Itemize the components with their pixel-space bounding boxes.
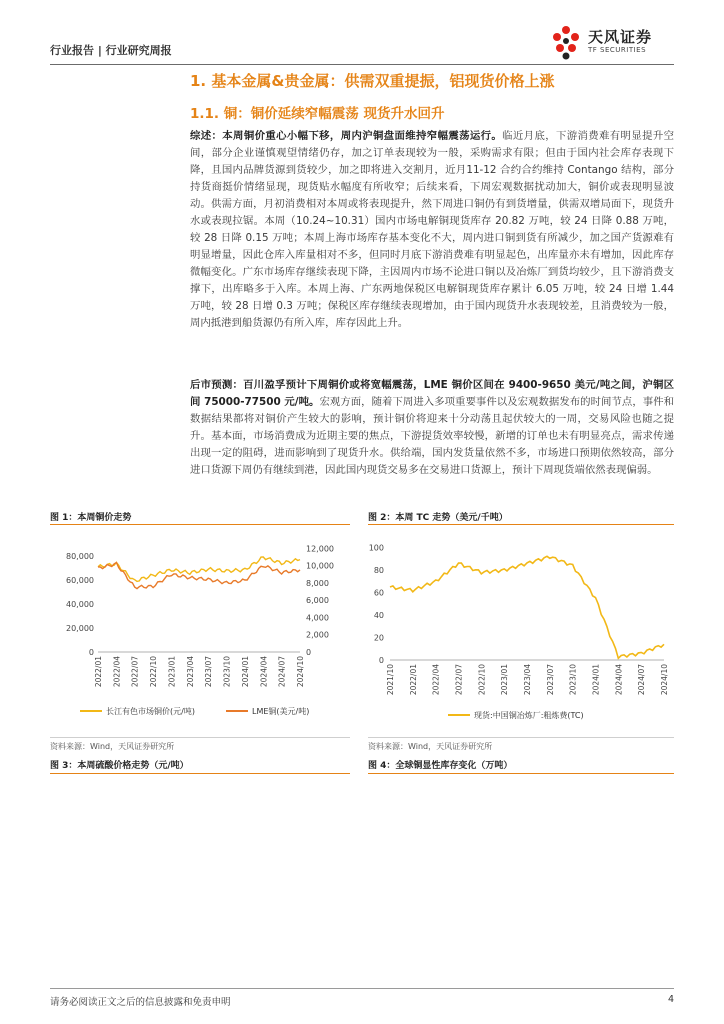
legend-label-0: 长江有色市场铜价(元/吨) [106, 707, 195, 716]
x-axis-tick-label: 2022/01 [408, 664, 418, 696]
figure-1-title: 图 1：本周铜价走势 [50, 513, 132, 523]
x-axis-tick-label: 2022/01 [94, 656, 103, 688]
copper-price-chart [50, 530, 350, 735]
header-divider [50, 64, 674, 65]
x-axis-tick-label: 2024/04 [614, 664, 624, 696]
figure-1-source: 资料来源：Wind，天风证券研究所 [50, 742, 175, 751]
x-axis-tick-label: 2022/10 [477, 664, 487, 696]
tc-series-line [390, 556, 664, 658]
right-axis-tick-label: 6,000 [306, 596, 329, 606]
figure-2-source: 资料来源：Wind，天风证券研究所 [368, 742, 493, 751]
x-axis-tick-label: 2023/04 [185, 656, 195, 688]
forecast-body: 宏观方面，随着下周进入多项重要事件以及宏观数据发布的时间节点，事件和数据结果都将对铜价产生较大的影响，预计铜价将迎来十分动荡且起伏较大的一周，交易风险也随之提升。基本面，市场消费成为近期主要的焦点，下游提货效率较慢，新增的订单也未有明显亮点，需求传递出现一定的阻碍，进而影响到了现货升水。供给端，国内发货量依然不多，市场进口预期依然较高，部分进口货源下周仍有继续到港，因此国内现货交易多在交易进口货源上，预计下周现货端依然表现偏弱。 [190, 396, 674, 476]
tc-chart [368, 530, 674, 735]
x-axis-tick-label: 2022/04 [431, 664, 441, 696]
left-axis-tick-label: 0 [88, 648, 94, 657]
y-axis-tick-label: 20 [373, 633, 384, 643]
x-axis-tick-label: 2024/10 [296, 656, 305, 688]
figure-3-rule [50, 773, 350, 774]
right-axis-tick-label: 0 [306, 648, 312, 657]
report-category: 行业报告 | 行业研究周报 [50, 44, 172, 57]
x-axis-tick-label: 2022/04 [112, 656, 122, 688]
x-axis-tick-label: 2023/04 [523, 664, 532, 696]
legend-label-1: LME铜(美元/吨) [252, 707, 310, 716]
y-axis-tick-label: 0 [378, 656, 384, 665]
x-axis-tick-label: 2024/01 [240, 656, 250, 688]
footer-divider [50, 988, 674, 989]
figure-1-bottom-rule [50, 737, 350, 738]
left-axis-tick-label: 80,000 [66, 552, 94, 561]
y-axis-tick-label: 100 [368, 543, 384, 553]
x-axis-tick-label: 2022/07 [454, 664, 464, 696]
right-axis-tick-label: 8,000 [306, 578, 329, 588]
legend-label: 现货:中国铜冶炼厂:粗炼费(TC) [474, 711, 584, 720]
y-axis-tick-label: 40 [373, 611, 384, 621]
x-axis-tick-label: 2022/10 [149, 656, 159, 688]
summary-lead: 综述：本周铜价重心小幅下移，周内沪铜盘面维持窄幅震荡运行。 [190, 130, 503, 142]
left-axis-tick-label: 20,000 [66, 624, 94, 633]
x-axis-tick-label: 2024/07 [277, 656, 287, 688]
summary-body: 临近月底，下游消费难有明显提升空间，部分企业谨慎观望情绪仍存，加之订单表现较为一般，采购需求有限；但由于国内社会库存表现下降，且国内品牌货源到货较少，加之即将进入交割月，近月11-12 合约合约维持 Contango 结构，部分持货商挺价情绪显现，现货贴水幅度有所收窄；后续来看，下周宏观数据扰动加大，铜价或表现明显波动。供需方面，月初消费相对本周或将表现提升，然下周进口铜仍有到货增量，供需双增局面下，现货升水或表现拉锯。本周（10.24~10.31）国内市场电解铜现货库存 20.82 万吨，较 24 日降 0.88 万吨，较 28 日降 0.15 万吨；本周上海市场库存基本变化不大，周内进口铜到货有所减少，加之国产货源难有明显增量，因此仓库入库量相对不多，但同时月底下游消费难有明显起色，出库量亦未有增加，因此库存微幅变化。广东市场库存继续表现下降，主因周内市场不论进口铜以及冶炼厂到货均较少，且下游消费支撑下，出库略多于入库。本周上海、广东两地保税区电解铜现货库存累计 6.05 万吨，较 24 日增 1.44 万吨，较 28 日增 0.3 万吨；保税区库存继续表现增加，由于国内现货升水表现较差，且消费较为一般，周内抵港到船货源仍有所入库，库存因此上升。 [190, 130, 675, 329]
forecast-lead: 后市预测：百川盈孚预计下周铜价或将宽幅震荡，LME 铜价区间在 9400-9650 美元/吨之间，沪铜区间 75000-77500 元/吨。 [190, 379, 674, 408]
x-axis-tick-label: 2023/01 [500, 664, 510, 696]
y-axis-tick-label: 80 [373, 566, 384, 576]
logo-text-en: TF SECURITIES [588, 46, 647, 54]
y-axis-tick-label: 60 [373, 588, 384, 598]
x-axis-tick-label: 2024/10 [660, 664, 669, 696]
figure-1-rule [50, 524, 350, 525]
x-axis-tick-label: 2023/07 [204, 656, 214, 688]
x-axis-tick-label: 2021/10 [386, 664, 395, 696]
x-axis-tick-label: 2024/07 [637, 664, 647, 696]
x-axis-tick-label: 2022/07 [130, 656, 140, 688]
brand-logo [546, 22, 674, 62]
right-axis-tick-label: 2,000 [306, 630, 329, 640]
figure-3-title: 图 3：本周硫酸价格走势（元/吨） [50, 761, 189, 771]
figure-2-rule [368, 524, 674, 525]
x-axis-tick-label: 2024/04 [259, 656, 269, 688]
x-axis-tick-label: 2023/07 [545, 664, 555, 696]
left-axis-tick-label: 60,000 [66, 576, 94, 585]
right-axis-tick-label: 12,000 [306, 544, 334, 554]
left-axis-tick-label: 40,000 [66, 600, 94, 609]
section-heading: 1. 基本金属&贵金属：供需双重提振，铝现货价格上涨 [190, 72, 555, 90]
page-header [50, 28, 674, 64]
forecast-paragraph [190, 377, 674, 479]
x-axis-tick-label: 2023/01 [167, 656, 177, 688]
footer-disclaimer: 请务必阅读正文之后的信息披露和免责申明 [50, 997, 231, 1008]
figure-4-rule [368, 773, 674, 774]
page-number: 4 [667, 994, 674, 1005]
subsection-heading: 1.1. 铜：铜价延续窄幅震荡 现货升水回升 [190, 106, 445, 122]
logo-text-cn: 天风证券 [588, 28, 653, 46]
x-axis-tick-label: 2023/10 [568, 664, 578, 696]
x-axis-tick-label: 2023/10 [222, 656, 232, 688]
right-axis-tick-label: 4,000 [306, 613, 329, 623]
figure-2-bottom-rule [368, 737, 674, 738]
logo-mark-icon [546, 22, 586, 62]
figure-4-title: 图 4：全球铜显性库存变化（万吨） [368, 761, 513, 771]
x-axis-tick-label: 2024/01 [591, 664, 601, 696]
right-axis-tick-label: 10,000 [306, 561, 334, 571]
figure-2-title: 图 2：本周 TC 走势（美元/千吨） [368, 513, 508, 523]
